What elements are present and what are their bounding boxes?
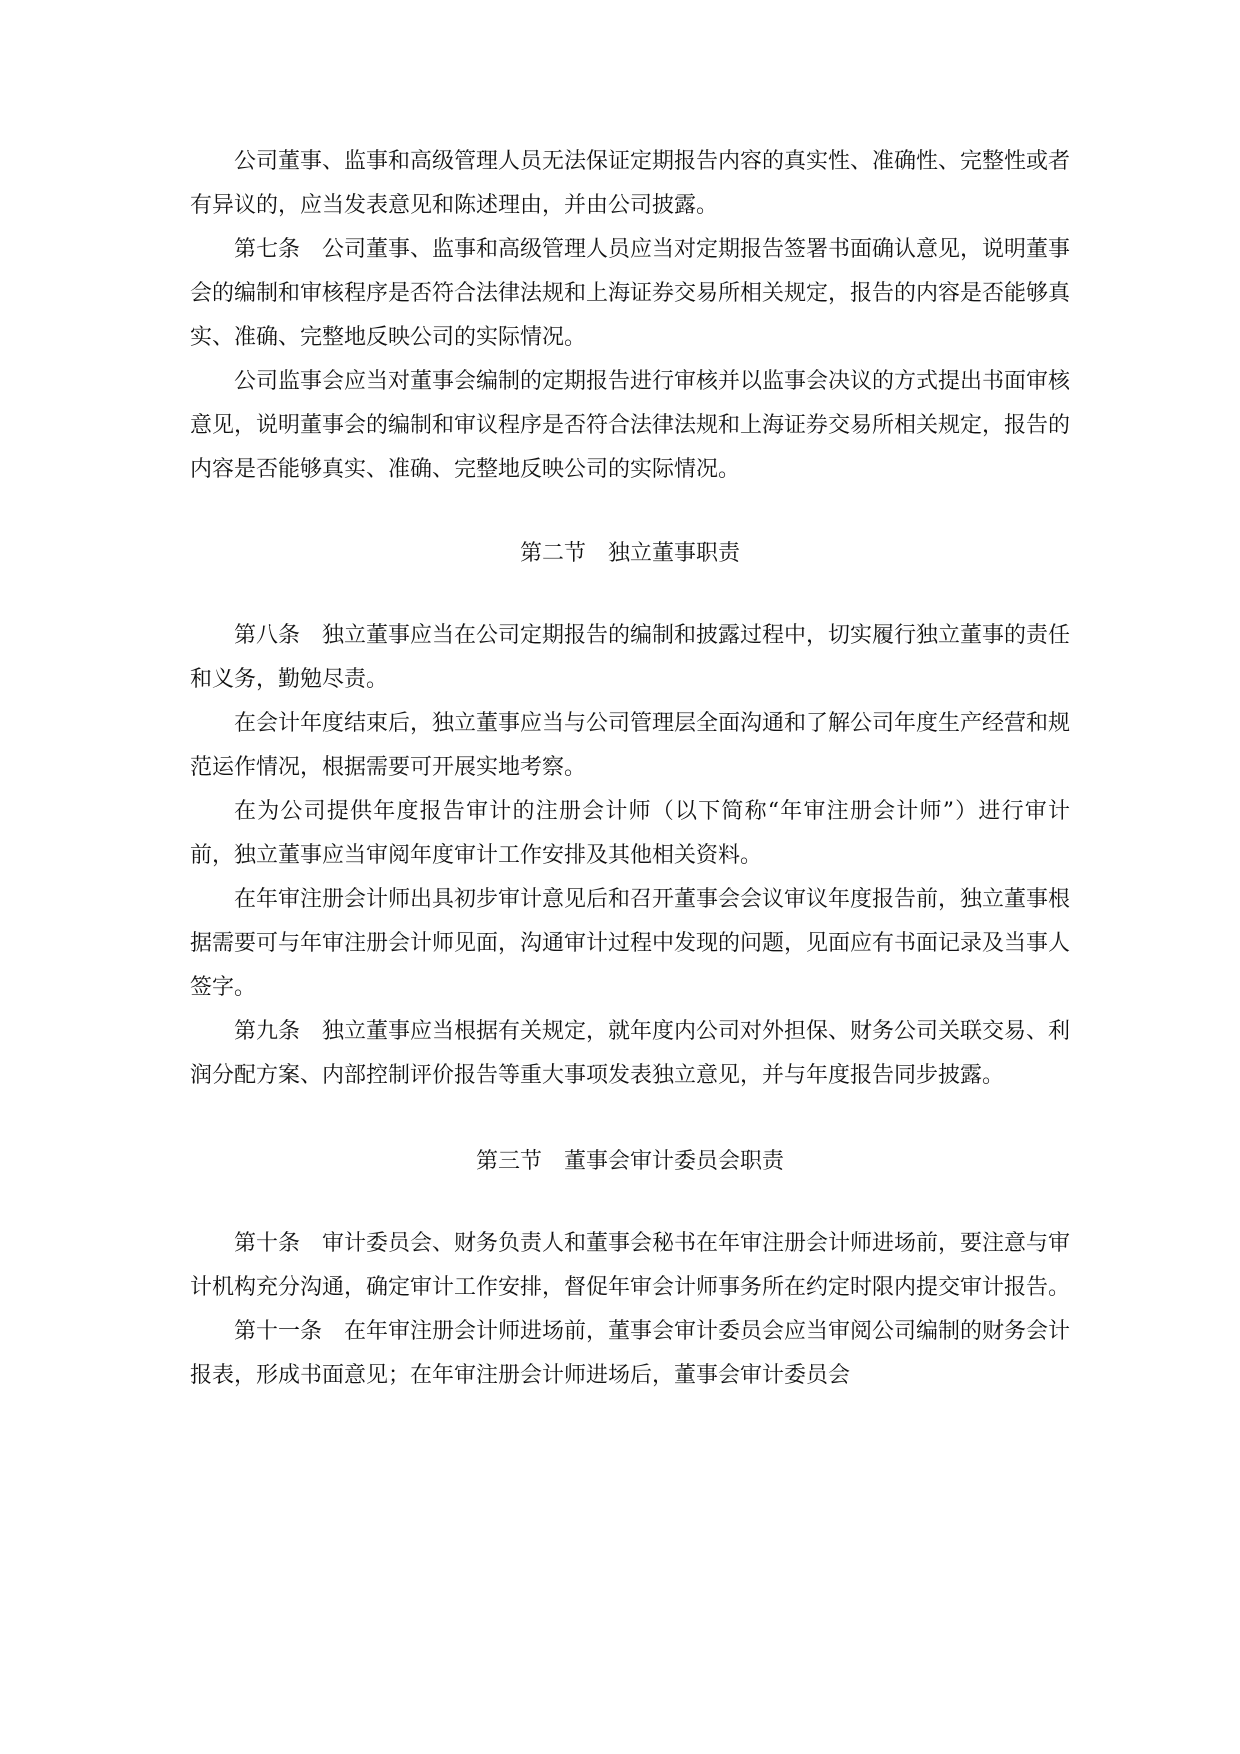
section-2-title: 第二节 独立董事职责: [519, 541, 740, 566]
article-10: 第十条 审计委员会、财务负责人和董事会秘书在年审注册会计师进场前，要注意与审计机构充分沟通，确定审计工作安排，督促年审会计师事务所在约定时限内提交审计报告。: [190, 1231, 1071, 1300]
paragraph-supervisory-board: 公司监事会应当对董事会编制的定期报告进行审核并以监事会决议的方式提出书面审核意见，说明董事会的编制和审议程序是否符合法律法规和上海证券交易所相关规定，报告的内容是否能够真实、准确、完整地反映公司的实际情况。: [190, 369, 1071, 482]
article-8: 第八条 独立董事应当在公司定期报告的编制和披露过程中，切实履行独立董事的责任和义务，勤勉尽责。: [190, 623, 1071, 692]
paragraph-before-audit: 在为公司提供年度报告审计的注册会计师（以下简称“年审注册会计师”）进行审计前，独立董事应当审阅年度审计工作安排及其他相关资料。: [190, 799, 1070, 868]
paragraph-after-year-end: 在会计年度结束后，独立董事应当与公司管理层全面沟通和了解公司年度生产经营和规范运作情况，根据需要可开展实地考察。: [190, 711, 1071, 780]
article-7: 第七条 公司董事、监事和高级管理人员应当对定期报告签署书面确认意见，说明董事会的编制和审核程序是否符合法律法规和上海证券交易所相关规定，报告的内容是否能够真实、准确、完整地反映公司的实际情况。: [190, 237, 1071, 350]
document-page: [190, 140, 1070, 1398]
paragraph-1: 公司董事、监事和高级管理人员无法保证定期报告内容的真实性、准确性、完整性或者有异议的，应当发表意见和陈述理由，并由公司披露。: [190, 149, 1071, 218]
article-9: 第九条 独立董事应当根据有关规定，就年度内公司对外担保、财务公司关联交易、利润分配方案、内部控制评价报告等重大事项发表独立意见，并与年度报告同步披露。: [190, 1019, 1071, 1088]
section-3-title: 第三节 董事会审计委员会职责: [475, 1149, 784, 1174]
paragraph-auditor-meeting: 在年审注册会计师出具初步审计意见后和召开董事会会议审议年度报告前，独立董事根据需要可与年审注册会计师见面，沟通审计过程中发现的问题，见面应有书面记录及当事人签字。: [190, 887, 1071, 1000]
article-11: 第十一条 在年审注册会计师进场前，董事会审计委员会应当审阅公司编制的财务会计报表，形成书面意见；在年审注册会计师进场后，董事会审计委员会: [190, 1319, 1071, 1388]
